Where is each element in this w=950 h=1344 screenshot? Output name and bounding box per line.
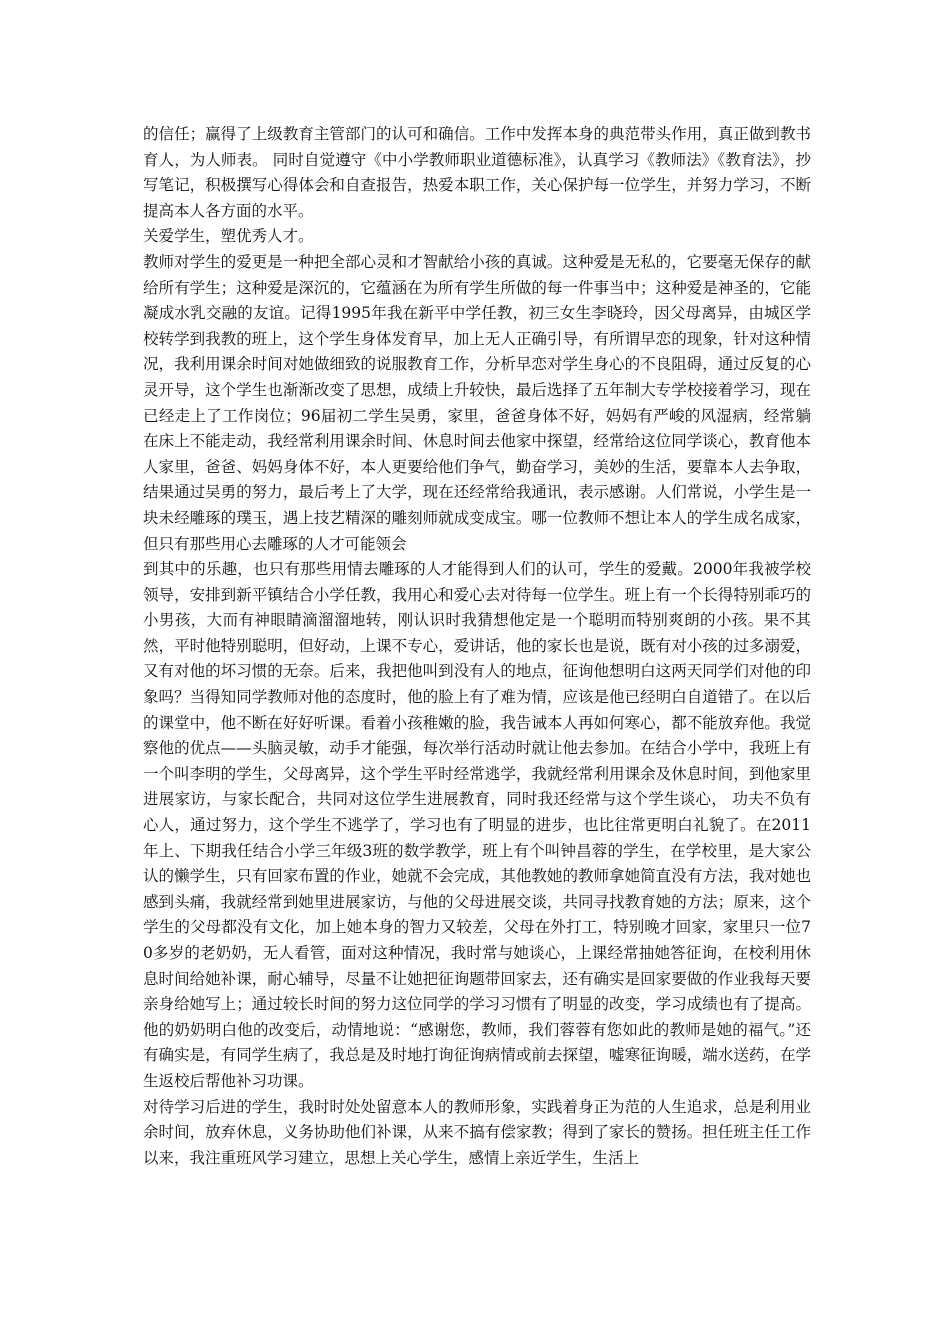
paragraph-love-for-students: 教师对学生的爱更是一种把全部心灵和才智献给小孩的真诚。这种爱是无私的，它要毫无保存的献给所有学生；这种爱是深沉的，它蕴涵在为所有学生所做的每一件事当中；这种爱是神圣的，它能凝成水乳交融的友谊。记得1995年我在新平中学任教，初三女生李晓玲，因父母离异，由城区学校转学到我教的班上，这个学生身体发育早，加上无人正确引导，有所谓早恋的现象，针对这种情况，我利用课余时间对她做细致的说服教育工作，分析早恋对学生身心的不良阻碍，通过反复的心灵开导，这个学生也渐渐改变了思想，成绩上升较快，最后选择了五年制大专学校接着学习，现在已经走上了工作岗位；96届初二学生吴勇，家里，爸爸身体不好，妈妈有严峻的风湿病，经常躺在床上不能走动，我经常利用课余时间、休息时间去他家中探望，经常给这位同学谈心，教育他本人家里，爸爸、妈妈身体不好，本人更要给他们争气，勤奋学习，美妙的生活，要靠本人去争取，结果通过吴勇的努力，最后考上了大学，现在还经常给我通讯，表示感谢。人们常说，小学生是一块未经雕琢的璞玉，遇上技艺精深的雕刻师就成变成宝。哪一位教师不想让本人的学生成名成家，但只有那些用心去雕琢的人才可能领会 bbox=[143, 252, 811, 553]
document-body bbox=[143, 122, 811, 1171]
paragraph-struggling-students: 对待学习后进的学生，我时时处处留意本人的教师形象，实践着身正为范的人生追求，总是利用业余时间，放弃休息，义务协助他们补课，从来不搞有偿家教；得到了家长的赞扬。担任班主任工作以来，我注重班风学习建立，思想上关心学生，感情上亲近学生，生活上 bbox=[143, 1097, 811, 1167]
paragraph-section-heading: 关爱学生，塑优秀人才。 bbox=[143, 227, 314, 246]
paragraph-teacher-ethics: 的信任；赢得了上级教育主管部门的认可和确信。工作中发挥本身的典范带头作用，真正做到教书育人，为人师表。 同时自觉遵守《中小学教师职业道德标准》，认真学习《教师法》《教育法》，抄写笔记，积极撰写心得体会和自查报告，热爱本职工作，关心保护每一位学生，并努力学习，不断提高本人各方面的水平。 bbox=[143, 125, 811, 220]
paragraph-school-experience: 到其中的乐趣，也只有那些用情去雕琢的人才能得到人们的认可，学生的爱戴。2000年我被学校领导，安排到新平镇结合小学任教，我用心和爱心去对待每一位学生。班上有一个长得特别乖巧的小男孩，大而有神眼睛滴溜溜地转，刚认识时我猜想他定是一个聪明而特别爽朗的小孩。果不其然，平时他特别聪明，但好动，上课不专心，爱讲话，他的家长也是说，既有对小孩的过多溺爱，又有对他的坏习惯的无奈。后来，我把他叫到没有人的地点，征询他想明白这两天同学们对他的印象吗？当得知同学教师对他的态度时，他的脸上有了难为情，应该是他已经明白自道错了。在以后的课堂中，他不断在好好听课。看着小孩稚嫩的脸，我告诫本人再如何寒心，都不能放弃他。我觉察他的优点——头脑灵敏，动手才能强，每次举行活动时就让他去参加。在结合小学中，我班上有一个叫李明的学生，父母离异，这个学生平时经常逃学，我就经常利用课余及休息时间，到他家里进展家访，与家长配合，共同对这位学生进展教育，同时我还经常与这个学生谈心， 功夫不负有心人，通过努力，这个学生不逃学了，学习也有了明显的进步，也比往常更明白礼貌了。在2011年上、下期我任结合小学三年级3班的数学教学，班上有个叫钟昌蓉的学生，在学校里，是大家公认的懒学生，只有回家布置的作业，她就不会完成，其他教她的教师拿她简直没有方法，我对她也感到头痛，我就经常到她里进展家访，与他的父母进展交谈，共同寻找教育她的方法；原来，这个学生的父母都没有文化，加上她本身的智力又较差，父母在外打工，特别晚才回家，家里只一位70多岁的老奶奶，无人看管，面对这种情况，我时常与她谈心，上课经常抽她答征询，在校利用休息时间给她补课，耐心辅导，尽量不让她把征询题带回家去，还有确实是回家要做的作业我每天要亲身给她写上；通过较长时间的努力这位同学的学习习惯有了明显的改变，学习成绩也有了提高。他的奶奶明白他的改变后，动情地说：“感谢您，教师，我们蓉蓉有您如此的教师是她的福气。”还有确实是，有同学生病了，我总是及时地打询征询病情或前去探望，嘘寒征询暖，端水送药，在学生返校后帮他补习功课。 bbox=[143, 560, 811, 1090]
